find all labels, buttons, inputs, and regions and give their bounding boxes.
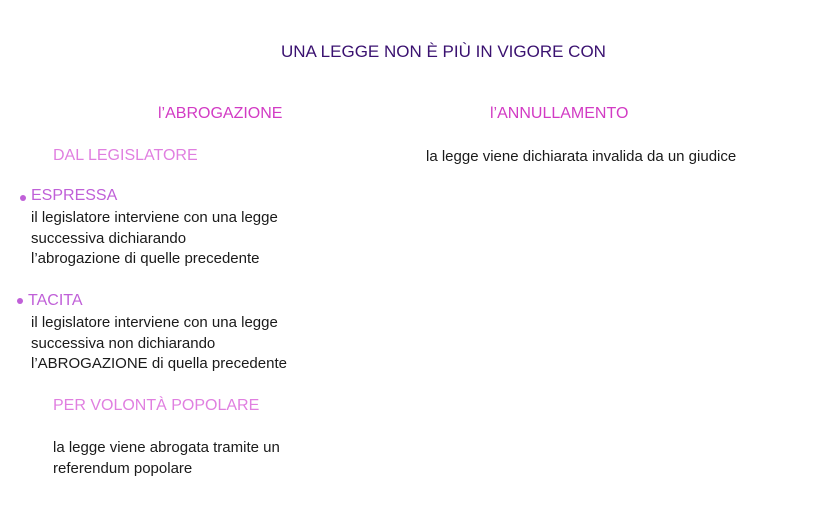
volonta-popolare-description xyxy=(53,438,280,479)
bullet-icon xyxy=(17,298,23,304)
tacita-label: TACITA xyxy=(28,292,83,309)
abrogazione-heading: l’ABROGAZIONE xyxy=(158,105,283,122)
annullamento-description: la legge viene dichiarata invalida da un giudice xyxy=(426,148,737,165)
espressa-description xyxy=(31,208,278,270)
tacita-line-3: l’ABROGAZIONE di quella precedente xyxy=(31,355,287,372)
espressa-label: ESPRESSA xyxy=(31,187,118,204)
page-title: UNA LEGGE NON È PIÙ IN VIGORE CON xyxy=(281,42,606,61)
tacita-line-1: il legislatore interviene con una legge xyxy=(31,314,278,331)
tacita-description xyxy=(31,313,287,375)
volonta-popolare-line-2: referendum popolare xyxy=(53,459,193,477)
volonta-popolare-line-1: la legge viene abrogata tramite un xyxy=(53,439,280,456)
volonta-popolare-heading: PER VOLONTÀ POPOLARE xyxy=(53,397,260,414)
bullet-icon xyxy=(20,195,26,201)
espressa-line-2: successiva dichiarando xyxy=(31,229,187,247)
espressa-line-3: l’abrogazione di quelle precedente xyxy=(31,250,260,267)
annullamento-heading: l’ANNULLAMENTO xyxy=(490,105,629,122)
tacita-line-2: successiva non dichiarando xyxy=(31,334,216,352)
dal-legislatore-heading: DAL LEGISLATORE xyxy=(53,147,198,164)
espressa-line-1: il legislatore interviene con una legge xyxy=(31,209,278,226)
